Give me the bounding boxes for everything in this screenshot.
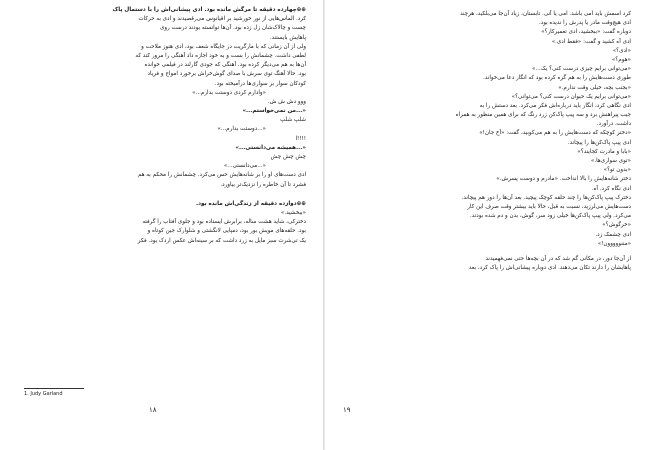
text-line: داشت، درآورد. (596, 121, 631, 128)
text-line: «ادی؟» (612, 47, 631, 54)
left-page (0, 0, 324, 450)
footnote: 1. Judy Garland (24, 391, 63, 397)
footnote-rule (24, 388, 84, 389)
text-line: «بدون تو؟» (603, 167, 631, 174)
lyric-line: «...همیشه می‌دانستی...» (235, 144, 306, 151)
text-line: می‌کرد. ولی پیپ پاک‌کن‌ها خیلی زود سر، گوش، بدن و دم شده بودند. (469, 213, 631, 220)
text-line: بود. حالا آهنگ توی سرش با صدای گوش‌خراش برخورد امواج و فریاد (147, 71, 306, 78)
text-line: «بابا و مادرت کجایند؟» (577, 148, 631, 155)
right-page (325, 0, 649, 450)
text-line: کرد اسمش باید امی باشد. امی یا آنی. تابستان، زیاد آن‌جا می‌بلکید، هرچند (460, 11, 631, 17)
lyric-line: «...من نمی‌خواستم...» (242, 108, 306, 115)
text-line: کرد. الماس‌هایی از نور خورشید بر اقیانوس می‌رقصیدند و ادی به حرکات (138, 16, 306, 23)
text-line: «دختر کوچکه که دست‌هایش را به هم می‌کوبید، گفت: «آخ جان!» (479, 130, 631, 137)
text-line: ادی پیپ پاک‌کن‌ها را پیچاند. (567, 139, 631, 146)
text-line: آن‌ها به هم می‌دیگر کرده بود. آهنگی که جودی گارلند در فیلمی خوانده (144, 62, 306, 69)
text-line: شلپ شلپ (280, 117, 306, 124)
text-line: فشرد تا آن خاطره را نزدیک‌تر بیاورد. (220, 181, 306, 188)
text-line: چش چش چش (270, 154, 306, 160)
text-line: «می‌توانی برایم چیزی درست کنی؟ یک...» (532, 66, 631, 73)
text-line: دست‌هایش می‌لرزید، نسبت به قبل، حالا باید بیشتر وقت صرف این کار (467, 203, 631, 210)
text-line: پاهایش بایستند. (269, 34, 306, 41)
lyric-line: «...می‌دانستی...» (223, 163, 266, 170)
lyric-line: «وادارم کردی دوستت بدارم...» (192, 89, 266, 96)
text-line: «ببخشید.» (280, 209, 306, 216)
text-line: دوباره گفت: «ببخشید، ادی تعمیرکار؟» (541, 29, 631, 36)
text-line: دخترکی، شاید هشت ساله، برابرش ایستاده بود و جلوی آفتاب را گرفته (142, 219, 306, 226)
lyric-line: «...دوستت بدارم...» (217, 126, 266, 133)
text-line: «می‌توانی برایم یک حیوان درست کنی؟ می‌توانی؟» (511, 93, 631, 100)
text-line: «خرگوش؟» (602, 222, 631, 229)
text-line: از آن‌جا دور، در مکانی گم شد که در آن بچه‌ها حتی نمی‌فهمیدند (485, 255, 631, 262)
text-line: چست و چالاک‌شان زل زده بود. آن‌ها توانسته بودند درست روی (159, 25, 306, 32)
left-page-text (24, 6, 306, 246)
section-heading: ⊕⊕دوازده دقیقه از زندگی‌اش مانده بود. (195, 200, 306, 207)
text-line: پاهایشان را دارند تکان می‌دهند. ادی دوباره پیشانی‌اش را پاک کرد، بعد (468, 265, 631, 272)
text-line: ادی نگاهی کرد، انگار باید درباره‌اش فکر می‌کرد. بعد دستش را به (479, 102, 631, 109)
page-number: ۱۸ (149, 406, 157, 414)
text-line: یک تی‌شرت سبز مایل به زرد داشت که بر سینه‌اش عکس اردک بود. فکر (137, 237, 306, 244)
right-page-text (367, 10, 631, 273)
text-line: «مننووووون!» (597, 240, 631, 247)
text-line: ⊕⊕چهارده دقیقه تا مرگش مانده بود. ادی پیشانی‌اش را با دستمال پاک (112, 7, 306, 13)
text-line: ووو دش ش ش. (267, 98, 306, 105)
text-line: ادی هیچ‌وقت مادر یا پدرش را ندیده بود. (538, 20, 631, 27)
text-line: ادی آه کشید و گفت: «فقط ادی.» (551, 38, 631, 45)
text-line: ادی نگاه کرد. آه. (591, 185, 631, 192)
text-line: بود. حلقه‌های مویش بور بود، دمپایی لانگشتی و شلوارک جین کوتاه و (147, 228, 306, 235)
page-number: ۱۹ (343, 406, 351, 414)
text-line: دخترک پیپ پاک‌کن‌ها را چند حلقه کوچک پیچید. بعد آن‌ها را دور هم پیچاند. (461, 194, 631, 201)
text-line: «بجنب بچه، خیلی وقت ندارم.» (558, 84, 631, 91)
text-line: ادی دست‌های او را بر شانه‌هایش حس می‌کرد. چشمانش را محکم به هم (137, 172, 306, 179)
text-line: طوری دست‌هایش را به هم گره کرده بود که انگار دعا می‌خواند. (483, 75, 631, 82)
text-line: جیب پیراهنش برد و سه پیپ پاک‌کن زرد رنگ که برای همین منظور به همراه (455, 112, 631, 119)
text-line: کودکان سوار بر سواری‌ها درآمیخته بود. (214, 80, 306, 87)
text-line: ادی چشمک زد. (595, 231, 631, 238)
text-line: «توی سواری‌ها.» (590, 158, 631, 164)
text-line: ولی از آن زمانی که با مارگریت در جایگاه شعف بود، ادی هنوز ملاحت و (141, 43, 306, 50)
text-line: «هوم؟» (611, 56, 631, 63)
text-line: !!!!ا (295, 135, 306, 142)
text-line: دختر شانه‌هایش را بالا انداخت. «مادرم و دوست پسرش.» (496, 176, 631, 183)
text-line: لطفی داشت. چشمانش را بست و به خود اجازه داد آهنگی را مرور کند که (135, 52, 306, 59)
